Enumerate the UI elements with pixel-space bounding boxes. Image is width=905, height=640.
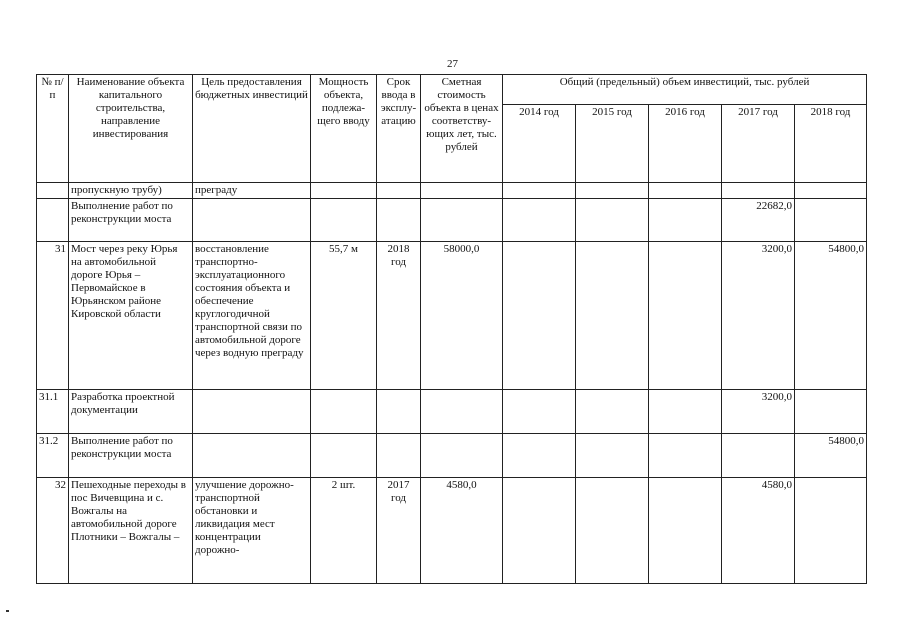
cell-num [37,199,69,242]
cell-capacity [311,183,377,199]
cell-2014 [503,434,576,478]
cell-2017 [722,183,795,199]
cell-2014 [503,199,576,242]
cell-cost [421,199,503,242]
cell-purpose [193,434,311,478]
cell-2017: 3200,0 [722,390,795,434]
cell-num [37,183,69,199]
cell-num: 31.2 [37,434,69,478]
cell-2015 [576,390,649,434]
cell-2017 [722,434,795,478]
cell-term [377,434,421,478]
cell-num: 31.1 [37,390,69,434]
header-cost: Сметная стоимость объекта в ценах соответству-ющих лет, тыс. рублей [421,75,503,183]
cell-term [377,390,421,434]
cell-2018: 54800,0 [795,242,867,390]
table-row [37,478,867,584]
cell-2015 [576,242,649,390]
cell-capacity [311,199,377,242]
cell-cost [421,434,503,478]
cell-name: Выполнение работ по реконструкции моста [69,434,193,478]
cell-num: 31 [37,242,69,390]
header-row [37,75,867,105]
cell-2018 [795,390,867,434]
header-num: № п/п [37,75,69,183]
cell-2016 [649,478,722,584]
cell-name: Разработка проектной документации [69,390,193,434]
table-row [37,199,867,242]
cell-num: 32 [37,478,69,584]
table-row [37,434,867,478]
cell-2015 [576,183,649,199]
cell-2016 [649,199,722,242]
table-row [37,242,867,390]
header-year-2016: 2016 год [649,105,722,183]
cell-2016 [649,183,722,199]
cell-cost [421,390,503,434]
cell-2016 [649,390,722,434]
cell-capacity [311,390,377,434]
investment-table [36,74,867,584]
header-term: Срок ввода в эксплу-атацию [377,75,421,183]
cell-2014 [503,478,576,584]
header-capacity: Мощность объекта, подлежа-щего вводу [311,75,377,183]
cell-cost: 4580,0 [421,478,503,584]
cell-purpose: преграду [193,183,311,199]
page-number: 27 [447,58,458,70]
cell-2015 [576,478,649,584]
cell-2018: 54800,0 [795,434,867,478]
cell-capacity: 55,7 м [311,242,377,390]
cell-purpose [193,199,311,242]
cell-cost: 58000,0 [421,242,503,390]
scan-mark [6,610,9,612]
cell-capacity: 2 шт. [311,478,377,584]
cell-2017: 3200,0 [722,242,795,390]
header-investments: Общий (предельный) объем инвестиций, тыс. рублей [503,75,867,105]
cell-2018 [795,478,867,584]
cell-2014 [503,242,576,390]
cell-2014 [503,183,576,199]
cell-name: Мост через реку Юрья на автомобильной дороге Юрья – Первомайское в Юрьянском районе Кировской области [69,242,193,390]
header-year-2018: 2018 год [795,105,867,183]
cell-2015 [576,199,649,242]
cell-2016 [649,242,722,390]
header-year-2015: 2015 год [576,105,649,183]
cell-2017: 22682,0 [722,199,795,242]
header-year-2014: 2014 год [503,105,576,183]
cell-2014 [503,390,576,434]
header-year-2017: 2017 год [722,105,795,183]
cell-2016 [649,434,722,478]
table-row [37,390,867,434]
cell-purpose [193,390,311,434]
cell-purpose: улучшение дорожно-транспортной обстановки и ликвидация мест концентрации дорожно- [193,478,311,584]
cell-term [377,199,421,242]
header-name: Наименование объекта капитального строительства, направление инвестирования [69,75,193,183]
cell-2018 [795,199,867,242]
cell-name: Выполнение работ по реконструкции моста [69,199,193,242]
cell-capacity [311,434,377,478]
cell-name: Пешеходные переходы в пос Вичевщина и с. Вожгалы на автомобильной дороге Плотники – Вожгалы – [69,478,193,584]
table-row [37,183,867,199]
header-purpose: Цель предоставления бюджетных инвестиций [193,75,311,183]
cell-term [377,183,421,199]
cell-term: 2017 год [377,478,421,584]
cell-2015 [576,434,649,478]
cell-2018 [795,183,867,199]
cell-2017: 4580,0 [722,478,795,584]
cell-cost [421,183,503,199]
cell-purpose: восстановление транспортно-эксплуатационного состояния объекта и обеспечение круглогодичной транспортной связи по автомобильной дороге через водную преграду [193,242,311,390]
cell-name: пропускную трубу) [69,183,193,199]
cell-term: 2018 год [377,242,421,390]
